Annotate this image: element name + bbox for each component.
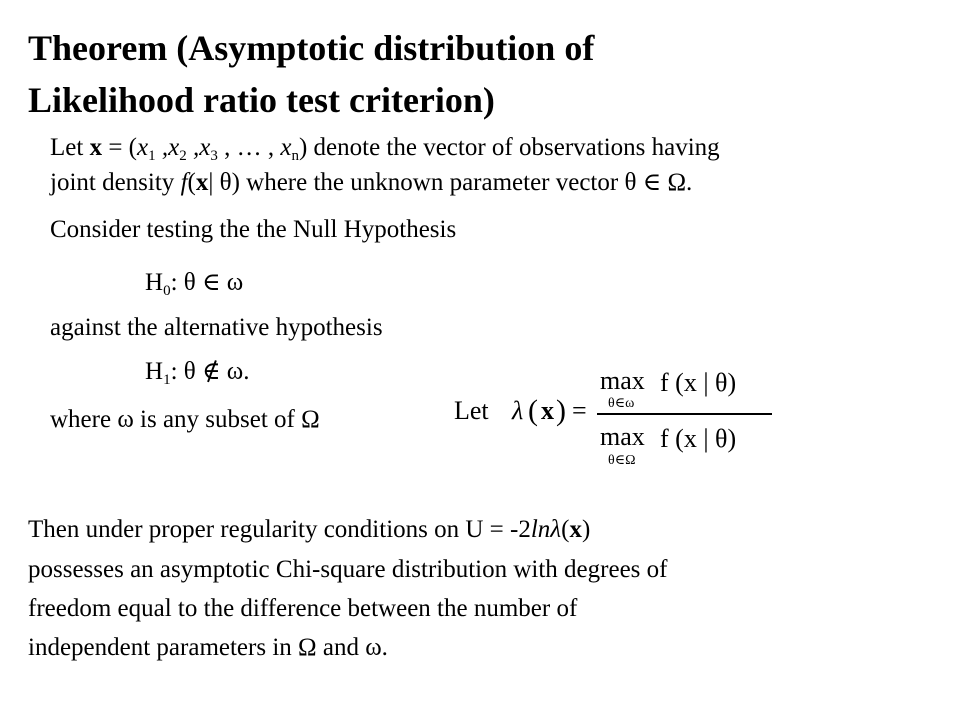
conclusion-line-4: independent parameters in Ω and ω. — [28, 634, 388, 661]
null-hypothesis — [145, 268, 243, 298]
f-symbol: f — [180, 169, 188, 196]
equals-open: = ( — [102, 134, 138, 161]
theorem-title — [28, 22, 594, 126]
title-line-1: Theorem (Asymptotic distribution of — [28, 28, 595, 68]
conclusion-line-2: possesses an asymptotic Chi-square distribution with degrees of — [28, 556, 668, 583]
formula-let: Let — [454, 396, 489, 425]
conclusion-paren-open: ( — [561, 516, 570, 543]
likelihood-ratio-formula — [450, 366, 770, 472]
conclusion-line-3: freedom equal to the difference between the number of — [28, 595, 578, 622]
h0-sub: 0 — [163, 283, 171, 299]
formula-equals: = — [572, 396, 587, 425]
paragraph-tail: ) denote the vector of observations having — [298, 134, 720, 161]
h0-rest: : θ ∈ ω — [170, 269, 244, 296]
ellipsis: , … , — [217, 134, 281, 161]
paren-open: ( — [187, 169, 196, 196]
vector-x: x — [89, 134, 103, 161]
numerator-subscript: θ∈ω — [608, 396, 635, 411]
paragraph-line-1 — [50, 133, 720, 163]
x1: x — [137, 134, 149, 161]
x2: ,x — [155, 134, 180, 161]
against-line: against the alternative hypothesis — [50, 314, 383, 341]
title-line-2: Likelihood ratio test criterion) — [28, 80, 495, 120]
denominator-subscript: θ∈Ω — [608, 453, 636, 468]
sub-n: n — [291, 148, 299, 164]
parameter-text: | θ) where the unknown parameter vector θ ∈ Ω. — [208, 169, 693, 196]
fraction-bar — [597, 413, 772, 415]
sub-2: 2 — [179, 148, 187, 164]
let-text: Let — [50, 134, 90, 161]
paragraph-line-2 — [50, 168, 692, 198]
h1-sub: 1 — [163, 372, 171, 388]
formula-paren-close: ) — [556, 394, 566, 427]
denominator-expression: f (x | θ) — [660, 424, 737, 453]
vector-x-2: x — [195, 169, 209, 196]
xn: x — [280, 134, 292, 161]
sub-3: 3 — [210, 148, 218, 164]
sub-1: 1 — [148, 148, 156, 164]
denominator-max: max — [600, 422, 645, 451]
consider-line: Consider testing the the Null Hypothesis — [50, 216, 457, 243]
conclusion-paren-close: ) — [581, 516, 591, 543]
joint-density-text: joint density — [50, 169, 181, 196]
h1-rest: : θ ∉ ω. — [170, 358, 250, 385]
alternative-hypothesis — [145, 357, 249, 387]
x3: ,x — [186, 134, 211, 161]
h0-H: H — [145, 269, 164, 296]
formula-x: x — [541, 396, 554, 425]
conclusion-text-a: Then under proper regularity conditions on U = -2 — [28, 516, 531, 543]
conclusion-line-1 — [28, 515, 590, 545]
h1-H: H — [145, 358, 164, 385]
where-line: where ω is any subset of Ω — [50, 406, 320, 433]
formula-paren-open: ( — [528, 394, 538, 427]
conclusion-vector-x: x — [569, 516, 582, 543]
formula-lambda: λ — [512, 396, 524, 425]
numerator-max: max — [600, 366, 645, 395]
numerator-expression: f (x | θ) — [660, 368, 737, 397]
ln-lambda: lnλ — [530, 516, 562, 543]
